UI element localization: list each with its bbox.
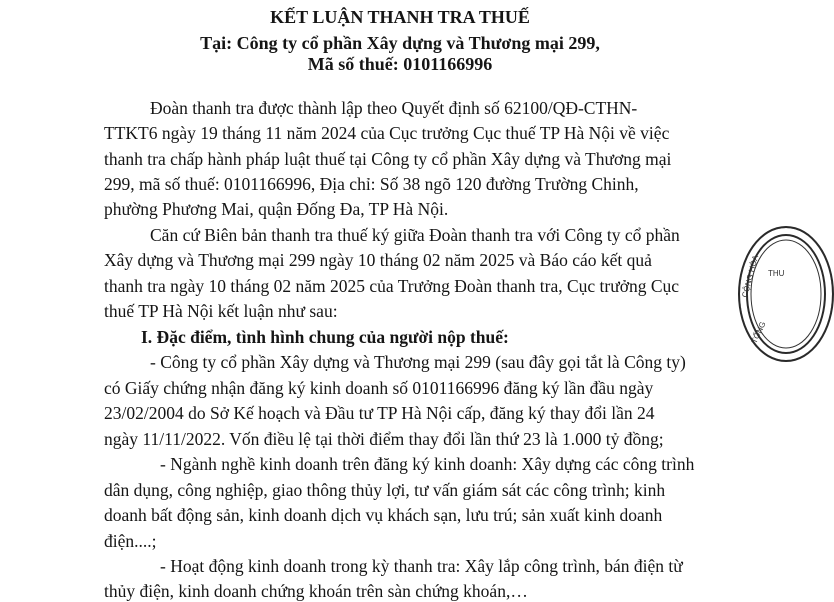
paragraph-line: thuế TP Hà Nội kết luận như sau: bbox=[104, 301, 338, 321]
paragraph-line: Căn cứ Biên bản thanh tra thuế ký giữa Đoàn thanh tra với Công ty cổ phần bbox=[150, 225, 680, 245]
seal-ring-graphic bbox=[740, 228, 832, 360]
paragraph-line: doanh bất động sản, kinh doanh dịch vụ khách sạn, lưu trú; sản xuất kinh doanh bbox=[104, 505, 663, 525]
tax-code-line: Mã số thuế: 0101166996 bbox=[307, 54, 493, 74]
paragraph-line: có Giấy chứng nhận đăng ký kinh doanh số 0101166996 đăng ký lần đầu ngày bbox=[104, 378, 654, 398]
paragraph-line: Xây dựng và Thương mại 299 ngày 10 tháng 02 năm 2025 và Báo cáo kết quả bbox=[104, 250, 652, 270]
paragraph-line: - Hoạt động kinh doanh trong kỳ thanh tra: Xây lắp công trình, bán điện từ bbox=[160, 556, 683, 576]
paragraph-line: - Công ty cổ phần Xây dựng và Thương mại 299 (sau đây gọi tắt là Công ty) bbox=[150, 352, 686, 372]
svg-text:CỘNG HÒA: CỘNG HÒA bbox=[740, 254, 761, 299]
svg-text:THU: THU bbox=[768, 269, 785, 278]
paragraph-line: TTKT6 ngày 19 tháng 11 năm 2024 của Cục trưởng Cục thuế TP Hà Nội về việc bbox=[104, 123, 670, 143]
paragraph-line: thủy điện, kinh doanh chứng khoán trên sàn chứng khoán,… bbox=[104, 581, 528, 601]
paragraph-line: điện....; bbox=[104, 531, 157, 551]
official-seal-stamp bbox=[738, 226, 834, 362]
company-line: Tại: Công ty cổ phần Xây dựng và Thương mại 299, bbox=[200, 33, 600, 53]
paragraph-line: thanh tra ngày 10 tháng 02 năm 2025 của Trưởng Đoàn thanh tra, Cục trưởng Cục bbox=[104, 276, 680, 296]
paragraph-line: thanh tra chấp hành pháp luật thuế tại Công ty cổ phần Xây dựng và Thương mại bbox=[104, 149, 672, 169]
paragraph-line: 23/02/2004 do Sở Kế hoạch và Đầu tư TP Hà Nội cấp, đăng ký thay đổi lần 24 bbox=[104, 403, 655, 423]
document-title: KẾT LUẬN THANH TRA THUẾ bbox=[270, 7, 530, 27]
paragraph-line: dân dụng, công nghiệp, giao thông thủy lợi, tư vấn giám sát các công trình; kinh bbox=[104, 480, 666, 500]
paragraph-line: - Ngành nghề kinh doanh trên đăng ký kinh doanh: Xây dựng các công trình bbox=[160, 454, 695, 474]
paragraph-line: phường Phương Mai, quận Đống Đa, TP Hà Nội. bbox=[104, 199, 449, 219]
section-heading: I. Đặc điểm, tình hình chung của người nộp thuế: bbox=[141, 327, 509, 347]
paragraph-line: ngày 11/11/2022. Vốn điều lệ tại thời điểm thay đổi lần thứ 23 là 1.000 tỷ đồng; bbox=[104, 429, 664, 449]
paragraph-line: 299, mã số thuế: 0101166996, Địa chỉ: Số 38 ngõ 120 đường Trường Chinh, bbox=[104, 174, 639, 194]
svg-text:TỔNG: TỔNG bbox=[749, 320, 768, 345]
paragraph-line: Đoàn thanh tra được thành lập theo Quyết định số 62100/QĐ-CTHN- bbox=[150, 98, 638, 118]
